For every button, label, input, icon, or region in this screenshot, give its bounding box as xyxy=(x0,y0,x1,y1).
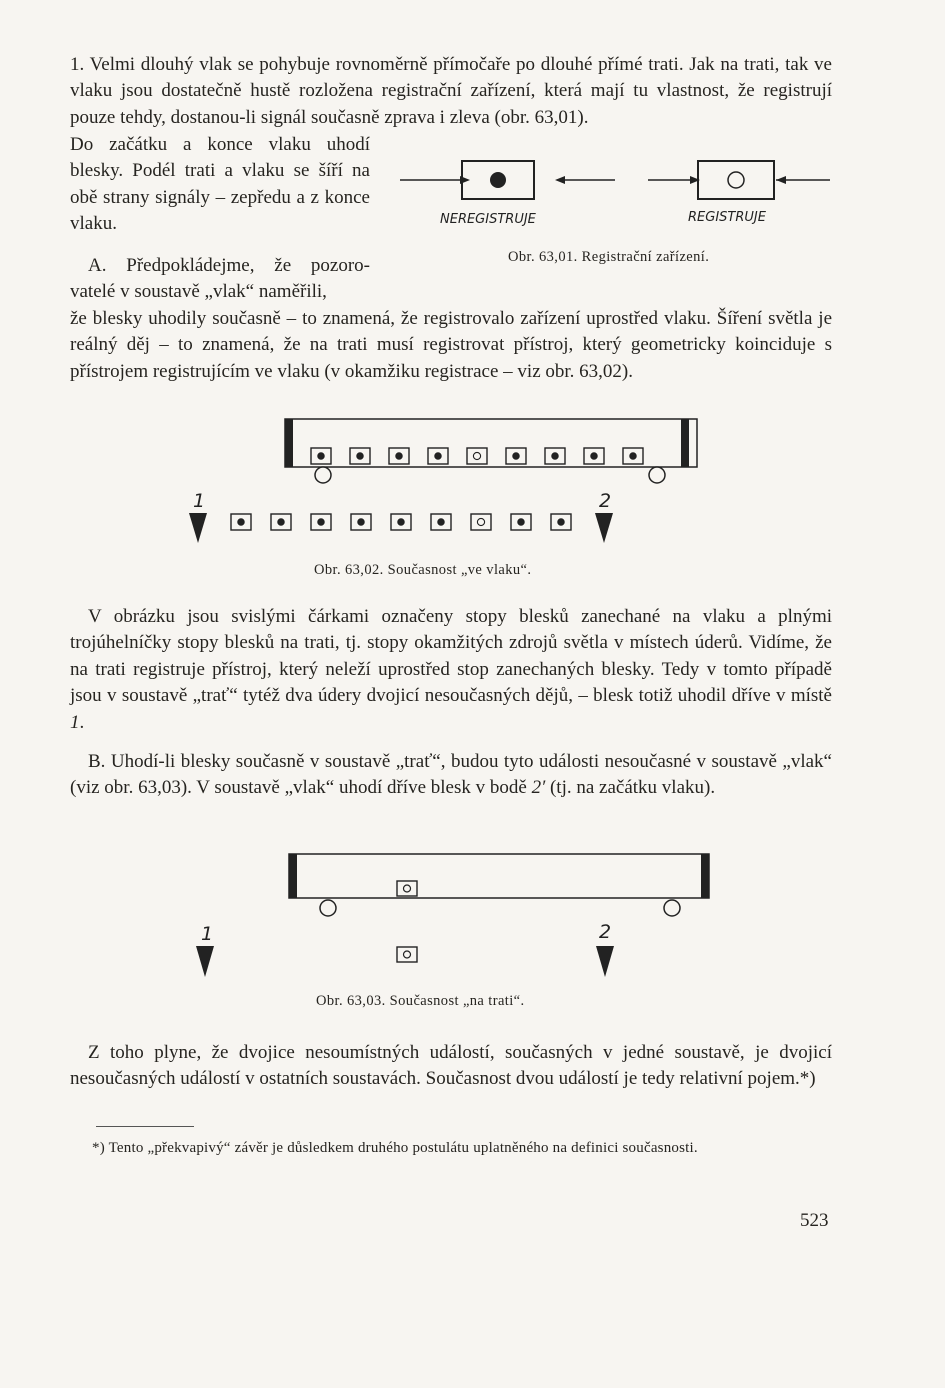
train-device-4-dot xyxy=(435,453,441,459)
label-neregistruje: NEREGISTRUJE xyxy=(440,212,536,227)
train-device-6-dot xyxy=(513,453,519,459)
track-device-registering xyxy=(397,947,417,962)
train-left-flash-mark xyxy=(289,854,297,898)
track-devices xyxy=(231,514,571,530)
paragraph-1-wrapped xyxy=(70,132,370,238)
train-device-1-dot xyxy=(318,453,324,459)
label-registruje: REGISTRUJE xyxy=(688,210,766,225)
lightning-triangle-1 xyxy=(189,513,207,543)
train-right-flash-mark xyxy=(681,419,689,467)
paragraph-1-intro: 1. Velmi dlouhý vlak se pohybuje rovnoměrně přímočaře po dlouhé přímé trati. Jak na trati, tak ve vlaku jsou dostatečně hustě rozložena registrační zařízení, která mají tu vlastnost, že registrují pouze tehdy, dostanou-li signál současně zprava i zleva (obr. 63,01). xyxy=(70,54,832,128)
footnote: *) Tento „překvapivý“ závěr je důsledkem druhého postulátu uplatněného na definici současnosti. xyxy=(92,1140,698,1156)
figure-63-01-caption: Obr. 63,01. Registrační zařízení. xyxy=(508,249,710,265)
train-device-5-open-circle xyxy=(473,452,480,459)
train-device-2-dot xyxy=(357,453,363,459)
track-device-2-dot xyxy=(278,519,284,525)
paragraph-a-rest: že blesky uhodily současně – to znamená, že registrovalo zařízení uprostřed vlaku. Šíření světla je reálný děj – to znamená, že na trati musí registrovat přístroj, který geometricky koinciduje s přístrojem registrujícím ve vlaku (v okamžiku registrace – viz obr. 63,02). xyxy=(70,308,832,382)
paragraph-a-wrapped: A. Předpokládejme, že pozoro- vatelé v soustavě „vlak“ naměřili, xyxy=(70,255,370,303)
lightning-triangle-1 xyxy=(196,946,214,977)
track-device-8-dot xyxy=(518,519,524,525)
lightning-mark-2-label: 2 xyxy=(599,490,612,512)
wheel-right xyxy=(664,900,680,916)
train-right-flash-mark xyxy=(701,854,709,898)
paragraph-figure-explanation xyxy=(70,604,832,736)
lightning-triangle-2 xyxy=(595,513,613,543)
track-device-7-open-circle xyxy=(477,518,484,525)
paragraph-b-end: (tj. na začátku vlaku). xyxy=(545,777,716,799)
wheel-right xyxy=(649,467,665,483)
figure-63-01 xyxy=(400,155,830,230)
lightning-triangle-2 xyxy=(596,946,614,977)
figure-63-02 xyxy=(185,415,625,545)
explanation-end: . xyxy=(79,711,85,733)
lightning-mark-1-label: 1 xyxy=(193,490,206,512)
train-device-registering xyxy=(397,881,417,896)
explanation-text: V obrázku jsou svislými čárkami označeny stopy blesků zanechané na vlaku a plnými trojúhelníčky stopy blesků na trati, tj. stopy okamžitých zdrojů světla v místech úderů. Vidíme, že na trati registruje přístroj, který neleží uprostřed stop zanechaných blesky. Tedy v tomto případě jsou v soustavě „trať“ tytéž dva údery dvojicí nesoučasných dějů, – blesk totiž uhodil dříve v místě xyxy=(70,606,832,707)
lightning-mark-2-label: 2 xyxy=(599,921,612,943)
paragraph-b-point: 2′ xyxy=(531,777,546,799)
train-left-flash-mark xyxy=(285,419,293,467)
lightning-mark-1-label: 1 xyxy=(201,923,214,945)
track-device-3-dot xyxy=(318,519,324,525)
paragraph-1-wrapped-text: Do začátku a konce vlaku uhodí blesky. Podél trati a vlaku se šíří na obě strany signály – zepředu a z konce vlaku. xyxy=(70,134,370,235)
explanation-place: 1 xyxy=(70,711,80,733)
train-device-3-dot xyxy=(396,453,402,459)
track-device-4-dot xyxy=(358,519,364,525)
track-device-9-dot xyxy=(558,519,564,525)
track-device-7 xyxy=(471,514,491,530)
train-device-7-dot xyxy=(552,453,558,459)
track-device-6-dot xyxy=(438,519,444,525)
footnote-separator xyxy=(96,1126,194,1127)
train-device-8-dot xyxy=(591,453,597,459)
paragraph-b-text: B. Uhodí-li blesky současně v soustavě „trať“, budou tyto události nesoučasné v soustavě „vlak“ (viz obr. 63,03). V soustavě „vlak“ uhodí dříve blesk v bodě xyxy=(70,751,832,799)
train-devices xyxy=(311,448,643,464)
device-not-registering xyxy=(400,161,615,199)
train-body xyxy=(289,854,709,898)
paragraph-conclusion: Z toho plyne, že dvojice nesoumístných událostí, současných v jedné soustavě, je dvojicí nesoučasných událostí v ostatních soustavách. Současnost dvou událostí je tedy relativní pojem.*) xyxy=(70,1042,832,1090)
track-device-1-dot xyxy=(238,519,244,525)
track-device-5-dot xyxy=(398,519,404,525)
paragraph-b xyxy=(70,749,832,802)
train-device-9-dot xyxy=(630,453,636,459)
wheel-left xyxy=(315,467,331,483)
figure-63-02-caption: Obr. 63,02. Současnost „ve vlaku“. xyxy=(314,562,532,578)
page-number: 523 xyxy=(800,1210,829,1231)
train-body xyxy=(285,419,697,467)
figure-63-03 xyxy=(185,850,705,980)
figure-63-03-caption: Obr. 63,03. Současnost „na trati“. xyxy=(316,993,525,1009)
device-registering xyxy=(648,161,830,199)
wheel-left xyxy=(320,900,336,916)
train-device-5 xyxy=(467,448,487,464)
